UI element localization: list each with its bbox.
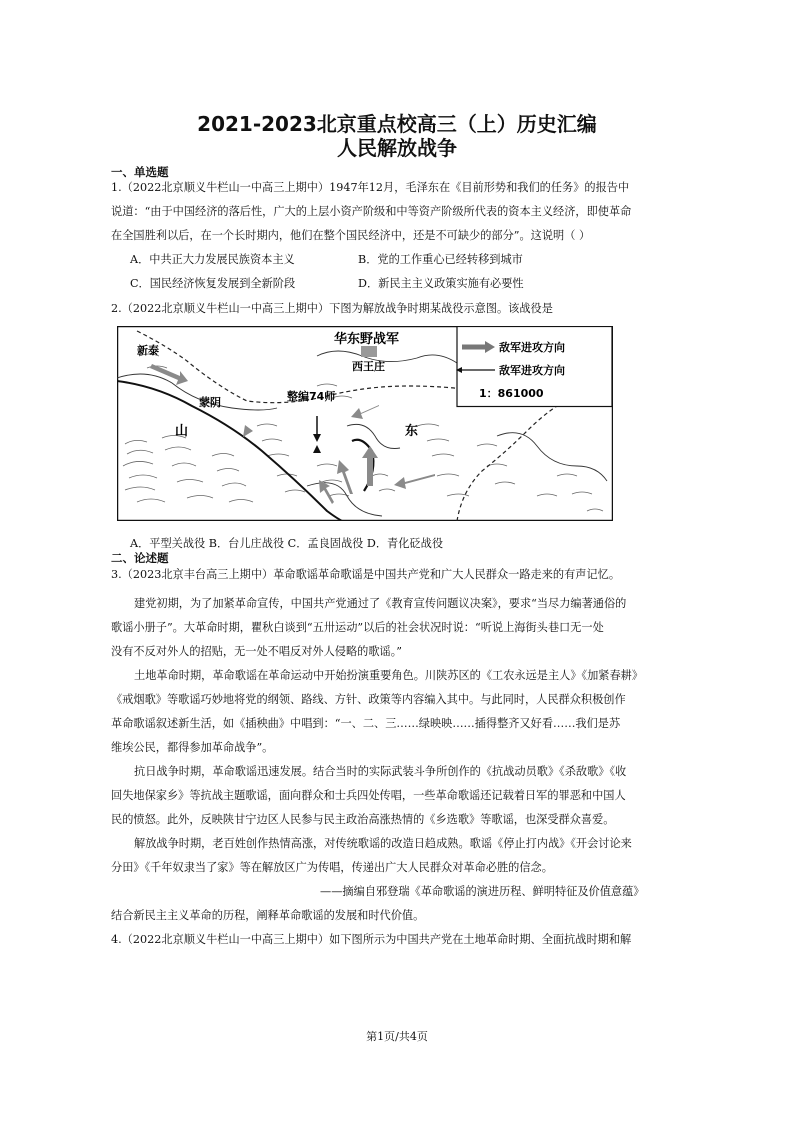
army-flag — [361, 346, 377, 357]
map-label-xintai: 新泰 — [137, 344, 159, 357]
map-label-shan: 山 — [175, 424, 189, 439]
question-4-stem: 4.（2022北京顺义牛栏山一中高三上期中）如下图所示为中国共产党在土地革命时期、全面抗战时期和解 — [111, 933, 632, 946]
section-heading-single-choice: 一、单选题 — [111, 165, 169, 179]
passage-line: 分田》《千年奴隶当了家》等在解放区广为传唱，传递出广大人民群众对革命必胜的信念。 — [111, 861, 553, 874]
passage-source: ——摘编自邪登瑞《革命歌谣的演进历程、鲜明特征及价值意蕴》 — [320, 885, 645, 898]
map-label-xiwangzhuang: 西王庄 — [352, 360, 385, 373]
question-1-option-b: B．党的工作重心已经转移到城市 — [358, 253, 523, 266]
map-label-mengyin: 蒙阴 — [199, 396, 221, 409]
document-title-line2: 人民解放战争 — [337, 136, 457, 160]
question-3-stem: 3.（2023北京丰台高三上期中）革命歌谣革命歌谣是中国共产党和广大人民群众一路走来的有声记忆。 — [111, 568, 621, 581]
legend-item-1: 敌军进攻方向 — [499, 341, 565, 354]
question-1-option-c: C．国民经济恢复发展到全新阶段 — [130, 277, 296, 290]
map-label-army: 华东野战军 — [334, 332, 400, 347]
question-1-option-d: D．新民主主义政策实施有必要性 — [358, 277, 524, 290]
passage-line: 维埃公民，都得参加革命战争”。 — [111, 741, 274, 754]
passage-line: 回失地保家乡》等抗战主题歌谣，面向群众和士兵四处传唱，一些革命歌谣还记载着日军的罪恶和中国人 — [111, 789, 626, 802]
page-footer: 第1页/共4页 — [366, 1030, 428, 1043]
question-1-line-2: 说道：“由于中国经济的落后性，广大的上层小资产阶级和中等资产阶级所代表的资本主义经济，即使革命 — [111, 205, 632, 218]
passage-line: 革命歌谣叙述新生活，如《插秧曲》中唱到：“一、二、三……绿映映……插得整齐又好看……我们是苏 — [111, 717, 621, 730]
map-label-dong: 东 — [405, 424, 419, 439]
section-heading-essay: 二、论述题 — [111, 551, 169, 565]
map-label-division: 整编74师 — [287, 390, 336, 403]
question-1-line-1: 1.（2022北京顺义牛栏山一中高三上期中）1947年12月，毛泽东在《目前形势和我们的任务》的报告中 — [111, 181, 630, 194]
passage-line: 解放战争时期，老百姓创作热情高涨，对传统歌谣的改造日趋成熟。歌谣《停止打内战》《开会讨论来 — [134, 837, 632, 850]
document-title-line1: 2021-2023北京重点校高三（上）历史汇编 — [197, 112, 597, 136]
legend-scale: 1：861000 — [479, 387, 544, 400]
passage-line: 《戒烟歌》等歌谣巧妙地将党的纲领、路线、方针、政策等内容编入其中。与此同时，人民群众积极创作 — [111, 693, 626, 706]
passage-line: 民的愤怒。此外，反映陕甘宁边区人民参与民主政治高涨热情的《乡选歌》等歌谣，也深受群众喜爱。 — [111, 813, 615, 826]
passage-line: 土地革命时期，革命歌谣在革命运动中开始扮演重要角色。川陕苏区的《工农永远是主人》《加紧春耕》 — [134, 669, 644, 682]
passage-line: 抗日战争时期，革命歌谣迅速发展。结合当时的实际武装斗争所创作的《抗战动员歌》《杀敌歌》《收 — [134, 765, 627, 778]
question-2-stem: 2.（2022北京顺义牛栏山一中高三上期中）下图为解放战争时期某战役示意图。该战役是 — [111, 302, 553, 315]
question-1-option-a: A．中共正大力发展民族资本主义 — [130, 253, 295, 266]
passage-line: 建党初期，为了加紧革命宣传，中国共产党通过了《教育宣传问题议决案》，要求“当尽力编著通俗的 — [134, 597, 627, 610]
passage-line: 歌谣小册子”。大革命时期，瞿秋白谈到“五卅运动”以后的社会状况时说：“听说上海街头巷口无一处 — [111, 621, 604, 634]
question-1-line-3: 在全国胜利以后，在一个长时期内，他们在整个国民经济中，还是不可缺少的部分”。这说明（ ） — [111, 229, 591, 242]
passage-line: 没有不反对外人的招贴，无一处不唱反对外人侵略的歌谣。” — [111, 645, 402, 658]
question-2-options: A．平型关战役 B．台儿庄战役 C．孟良固战役 D．青化砭战役 — [130, 537, 444, 550]
legend-item-2: 敌军进攻方向 — [499, 364, 565, 377]
battle-map — [117, 326, 613, 521]
question-3-task: 结合新民主主义革命的历程，阐释革命歌谣的发展和时代价值。 — [111, 909, 425, 922]
